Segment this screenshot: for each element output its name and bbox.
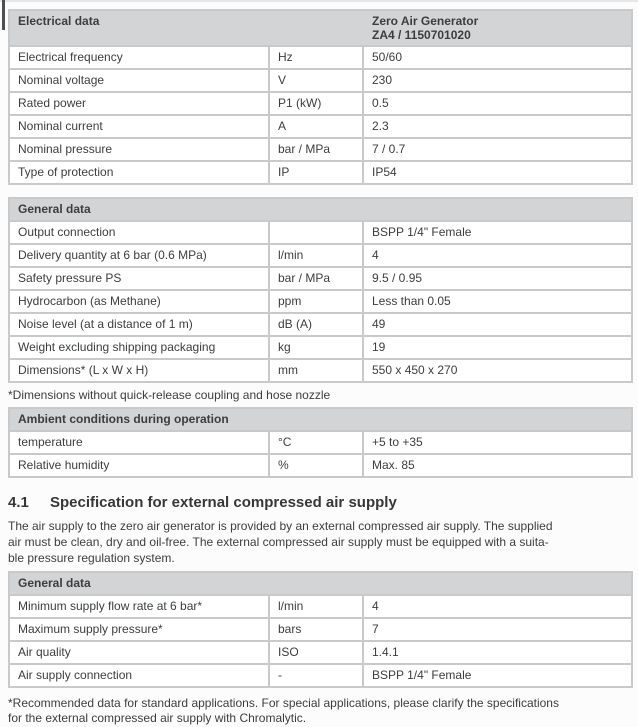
spec-label: Nominal pressure: [9, 138, 269, 161]
table-row: [9, 290, 632, 313]
spec-label: temperature: [9, 431, 269, 454]
spec-label: Type of protection: [9, 161, 269, 184]
spec-label: Maximum supply pressure*: [9, 618, 269, 641]
spec-label: Air supply connection: [9, 664, 269, 687]
spec-value: 0.5: [363, 92, 632, 115]
general-data-table: [8, 197, 633, 383]
footnote-line: for the external compressed air supply with Chromalytic.: [8, 711, 307, 725]
table-header-row: [9, 572, 632, 595]
spec-label: Hydrocarbon (as Methane): [9, 290, 269, 313]
section-number: 4.1: [8, 494, 29, 511]
recommended-data-footnote: [8, 696, 631, 726]
section-title: Specification for external compressed air supply: [50, 494, 397, 511]
spec-value: 550 x 450 x 270: [363, 359, 632, 382]
spec-label: Nominal current: [9, 115, 269, 138]
spec-unit: A: [269, 115, 363, 138]
spec-value: 4: [363, 244, 632, 267]
dimensions-footnote: *Dimensions without quick-release coupling and hose nozzle: [8, 388, 331, 402]
table-header-row: [9, 408, 632, 431]
spec-label: Noise level (at a distance of 1 m): [9, 313, 269, 336]
table-header-row: [9, 10, 632, 46]
table-row: [9, 92, 632, 115]
table-row: [9, 641, 632, 664]
table-header-row: [9, 198, 632, 221]
table-title: Electrical data: [18, 14, 100, 28]
spec-unit: bar / MPa: [269, 138, 363, 161]
spec-value: 4: [363, 595, 632, 618]
scan-artifact-left-mark: [2, 0, 5, 30]
spec-label: Air quality: [9, 641, 269, 664]
spec-unit: bars: [269, 618, 363, 641]
spec-label: Relative humidity: [9, 454, 269, 477]
ambient-conditions-table: [8, 407, 633, 478]
paragraph-line: air must be clean, dry and oil-free. The external compressed air supply must be equipped with a suita-: [8, 535, 549, 549]
spec-value: BSPP 1/4" Female: [363, 664, 632, 687]
spec-unit: [269, 221, 363, 244]
table-row: [9, 46, 632, 69]
spec-value: +5 to +35: [363, 431, 632, 454]
spec-label: Weight excluding shipping packaging: [9, 336, 269, 359]
spec-unit: IP: [269, 161, 363, 184]
spec-value: 7: [363, 618, 632, 641]
spec-label: Minimum supply flow rate at 6 bar*: [9, 595, 269, 618]
spec-label: Rated power: [9, 92, 269, 115]
spec-unit: °C: [269, 431, 363, 454]
spec-unit: bar / MPa: [269, 267, 363, 290]
spec-value: IP54: [363, 161, 632, 184]
scan-artifact-top-line: [0, 0, 638, 2]
spec-unit: l/min: [269, 244, 363, 267]
table-row: [9, 359, 632, 382]
table-row: [9, 244, 632, 267]
spec-unit: mm: [269, 359, 363, 382]
table-row: [9, 431, 632, 454]
footnote-line: *Recommended data for standard applications. For special applications, please clarify the specifications: [8, 696, 559, 710]
spec-label: Safety pressure PS: [9, 267, 269, 290]
spec-unit: -: [269, 664, 363, 687]
spec-unit: %: [269, 454, 363, 477]
spec-label: Output connection: [9, 221, 269, 244]
spec-label: Delivery quantity at 6 bar (0.6 MPa): [9, 244, 269, 267]
spec-label: Dimensions* (L x W x H): [9, 359, 269, 382]
product-name-line2: ZA4 / 1150701020: [372, 28, 471, 42]
spec-value: 1.4.1: [363, 641, 632, 664]
section-heading: [8, 494, 631, 511]
table-row: [9, 115, 632, 138]
spec-value: 230: [363, 69, 632, 92]
datasheet-page: [8, 9, 631, 726]
table-row: [9, 313, 632, 336]
spec-unit: Hz: [269, 46, 363, 69]
body-paragraph: [8, 518, 631, 566]
table-row: [9, 454, 632, 477]
general-data-header: General data: [9, 198, 632, 221]
supply-general-data-table: [8, 571, 633, 688]
spec-unit: dB (A): [269, 313, 363, 336]
spec-value: 7 / 0.7: [363, 138, 632, 161]
spec-unit: kg: [269, 336, 363, 359]
table-row: [9, 336, 632, 359]
spec-unit: V: [269, 69, 363, 92]
table-row: [9, 221, 632, 244]
table-row: [9, 161, 632, 184]
table-row: [9, 138, 632, 161]
product-name-line1: Zero Air Generator: [372, 14, 479, 28]
supply-general-data-header: General data: [9, 572, 632, 595]
spec-label: Nominal voltage: [9, 69, 269, 92]
spec-value: 49: [363, 313, 632, 336]
spec-value: 50/60: [363, 46, 632, 69]
spec-unit: P1 (kW): [269, 92, 363, 115]
table-row: [9, 618, 632, 641]
spec-value: BSPP 1/4" Female: [363, 221, 632, 244]
spec-value: Max. 85: [363, 454, 632, 477]
spec-value: 9.5 / 0.95: [363, 267, 632, 290]
paragraph-line: ble pressure regulation system.: [8, 551, 175, 565]
spec-value: 19: [363, 336, 632, 359]
spec-value: 2.3: [363, 115, 632, 138]
spec-label: Electrical frequency: [9, 46, 269, 69]
ambient-conditions-header: Ambient conditions during operation: [9, 408, 632, 431]
paragraph-line: The air supply to the zero air generator is provided by an external compressed air supply. The supplied: [8, 519, 553, 533]
spec-unit: ISO: [269, 641, 363, 664]
electrical-data-header: [9, 10, 632, 46]
table-row: [9, 595, 632, 618]
spec-unit: ppm: [269, 290, 363, 313]
table-row: [9, 69, 632, 92]
product-name: [364, 14, 478, 42]
electrical-data-table: [8, 9, 633, 185]
spec-value: Less than 0.05: [363, 290, 632, 313]
table-row: [9, 664, 632, 687]
table-row: [9, 267, 632, 290]
spec-unit: l/min: [269, 595, 363, 618]
